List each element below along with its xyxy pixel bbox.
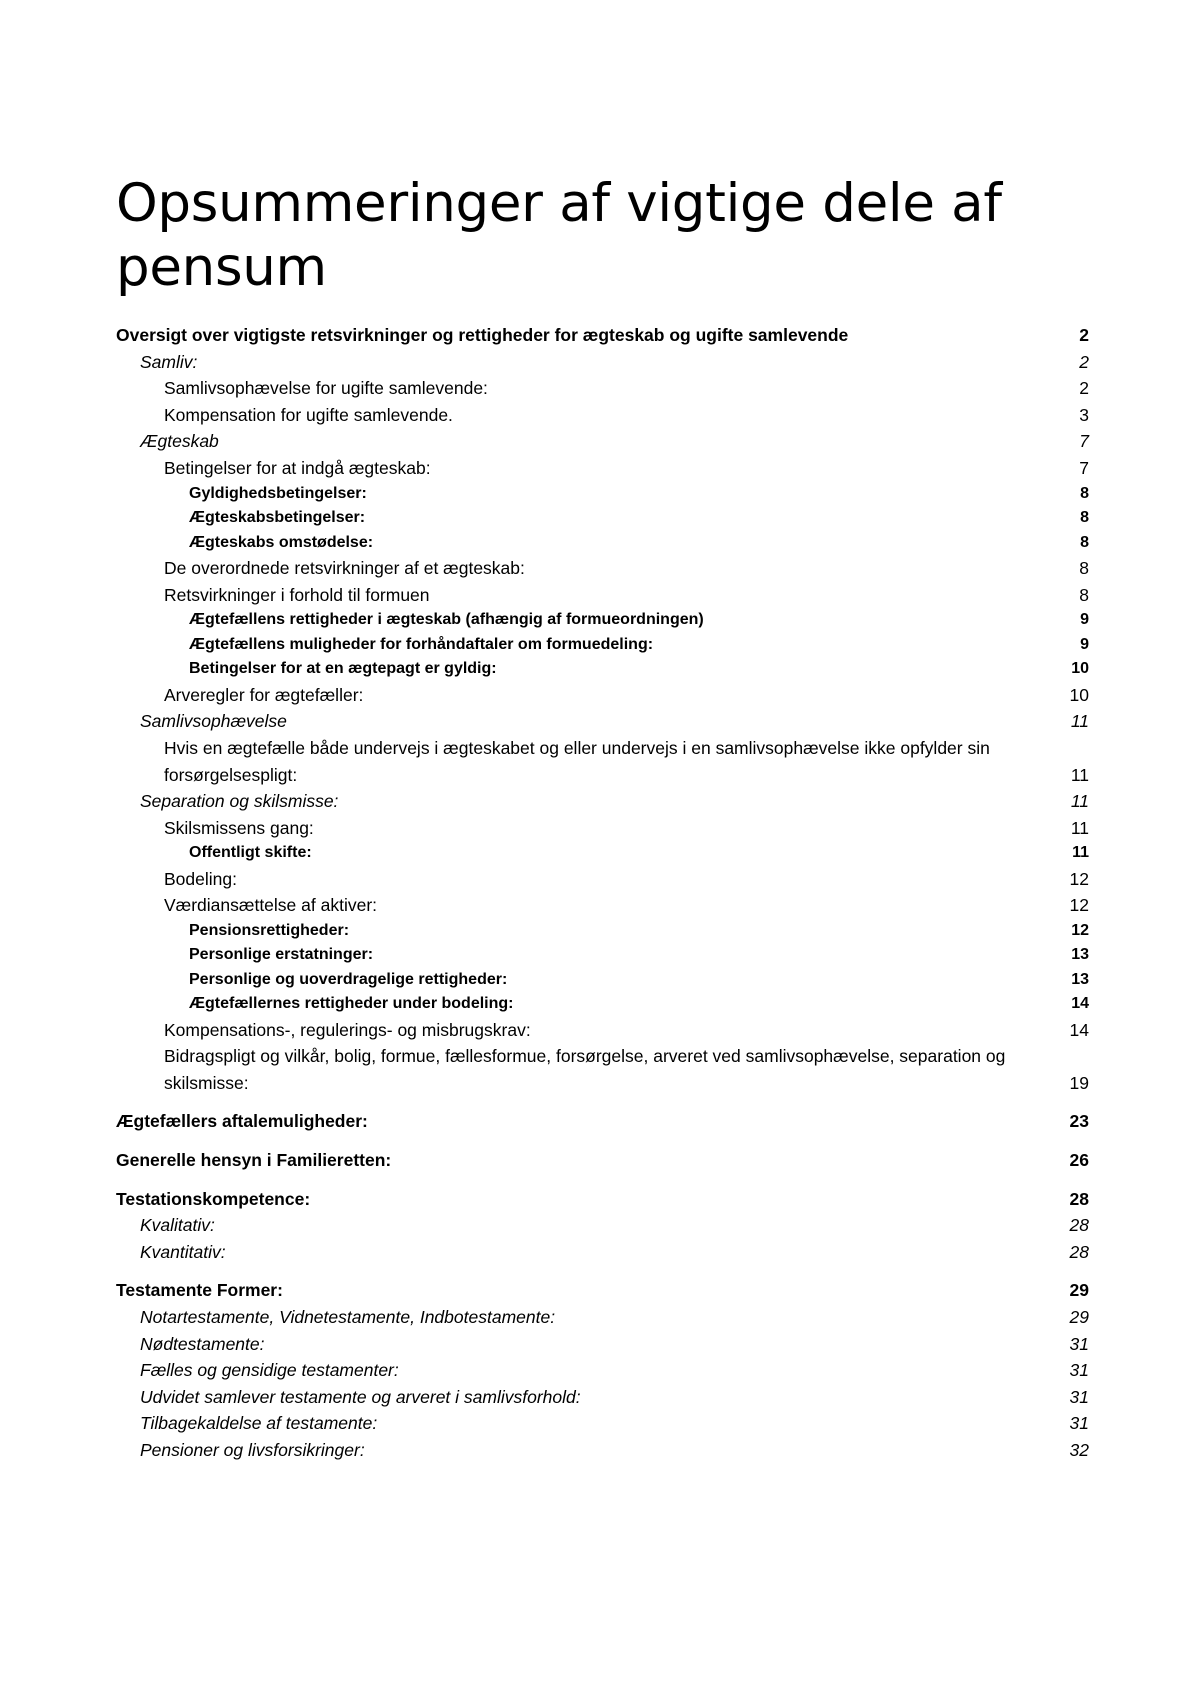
toc-entry[interactable] [116, 349, 1089, 376]
toc-entry-page-number: 8 [1079, 584, 1089, 605]
toc-entry-page-number: 31 [1069, 1413, 1089, 1434]
toc-entry-title: De overordnede retsvirkninger af et ægteskab: [164, 558, 525, 579]
toc-entry[interactable] [116, 708, 1089, 735]
toc-entry[interactable] [116, 455, 1089, 482]
toc-entry-page-number: 8 [1080, 484, 1089, 502]
toc-entry-page-number: 28 [1069, 1188, 1089, 1209]
toc-entry-title: Betingelser for at indgå ægteskab: [164, 457, 431, 478]
toc-entry[interactable] [116, 1239, 1089, 1266]
toc-entry[interactable] [116, 943, 1089, 968]
toc-entry-page-number: 11 [1072, 844, 1089, 862]
toc-entry-title: Pensionsrettigheder: [189, 921, 350, 939]
toc-entry-page-number: 31 [1069, 1386, 1089, 1407]
toc-entry-page-number: 2 [1079, 378, 1089, 399]
toc-entry-page-number: 10 [1069, 684, 1089, 705]
toc-entry-page-number: 32 [1069, 1439, 1089, 1460]
toc-entry-title: Personlige erstatninger: [189, 946, 374, 964]
toc-entry-page-number: 11 [1070, 764, 1089, 785]
toc-entry-title: Nødtestamente: [140, 1333, 265, 1354]
toc-entry-title: Bidragspligt og vilkår, bolig, formue, fællesformue, forsørgelse, arveret ved samlivsophævelse, separation og skilsmisse: [164, 1046, 1006, 1093]
toc-entry-page-number: 3 [1079, 404, 1089, 425]
toc-entry-title: Arveregler for ægtefæller: [164, 684, 364, 705]
toc-entry[interactable] [116, 1108, 1089, 1135]
toc-entry-title: Offentligt skifte: [189, 844, 312, 862]
toc-entry-title: Ægtefællers aftalemuligheder: [116, 1111, 368, 1132]
toc-entry-title: Ægteskabsbetingelser: [189, 509, 366, 527]
toc-entry[interactable] [116, 1357, 1089, 1384]
toc-entry-page-number: 31 [1069, 1333, 1089, 1354]
toc-entry-title: Betingelser for at en ægtepagt er gyldig: [189, 660, 497, 678]
toc-entry-title: Pensioner og livsforsikringer: [140, 1439, 365, 1460]
toc-entry[interactable] [116, 582, 1089, 609]
toc-entry[interactable] [116, 866, 1089, 893]
toc-entry-title: Notartestamente, Vidnetestamente, Indbotestamente: [140, 1306, 556, 1327]
toc-entry-page-number: 9 [1080, 635, 1089, 653]
toc-entry-title: Gyldighedsbetingelser: [189, 484, 367, 502]
toc-entry[interactable] [116, 1147, 1089, 1174]
toc-entry[interactable] [116, 608, 1089, 633]
toc-entry[interactable] [116, 1304, 1089, 1331]
toc-entry-title: Separation og skilsmisse: [140, 790, 339, 811]
toc-entry-page-number: 26 [1069, 1150, 1089, 1170]
toc-entry[interactable] [116, 1043, 1089, 1096]
toc-entry-title: Personlige og uoverdragelige rettigheder: [189, 970, 508, 988]
toc-entry-title: Ægtefællernes rettigheder under bodeling: [189, 995, 514, 1013]
toc-entry-title: Kvalitativ: [140, 1215, 215, 1236]
toc-entry[interactable] [116, 482, 1089, 507]
toc-entry-title: Bodeling: [164, 868, 237, 889]
toc-entry-page-number: 13 [1071, 946, 1089, 964]
toc-entry-title: Ægtefællens rettigheder i ægteskab (afhængig af formueordningen) [189, 611, 704, 629]
toc-entry[interactable] [116, 841, 1089, 866]
toc-entry[interactable] [116, 657, 1089, 682]
toc-entry[interactable] [116, 1437, 1089, 1464]
toc-entry-title: Kompensations-, regulerings- og misbrugskrav: [164, 1019, 531, 1040]
toc-entry-page-number: 12 [1069, 868, 1089, 889]
toc-entry-title: Oversigt over vigtigste retsvirkninger og rettigheder for ægteskab og ugifte samlevende [116, 325, 849, 345]
toc-entry-title: Ægteskabs omstødelse: [189, 533, 374, 551]
toc-entry[interactable] [116, 506, 1089, 531]
toc-entry-title: Værdiansættelse af aktiver: [164, 895, 378, 916]
toc-entry[interactable] [116, 892, 1089, 919]
toc-entry[interactable] [116, 968, 1089, 993]
toc-entry-page-number: 8 [1080, 509, 1089, 527]
toc-entry[interactable] [116, 815, 1089, 842]
toc-entry-page-number: 7 [1079, 457, 1089, 478]
toc-entry-page-number: 13 [1071, 970, 1089, 988]
toc-entry[interactable] [116, 1331, 1089, 1358]
toc-entry[interactable] [116, 555, 1089, 582]
toc-entry-page-number: 9 [1080, 611, 1089, 629]
toc-entry-title: Samlivsophævelse [140, 711, 287, 732]
document-title: Opsummeringer af vigtige dele af pensum [116, 173, 1002, 298]
table-of-contents [116, 322, 1089, 1464]
toc-entry-page-number: 19 [1069, 1073, 1089, 1093]
toc-entry[interactable] [116, 682, 1089, 709]
toc-entry-page-number: 8 [1079, 558, 1089, 579]
toc-entry[interactable] [116, 992, 1089, 1017]
toc-entry[interactable] [116, 1410, 1089, 1437]
toc-entry-page-number: 11 [1070, 817, 1089, 838]
toc-entry-page-number: 2 [1079, 325, 1089, 345]
toc-entry-title: Samliv: [140, 351, 198, 372]
toc-entry[interactable] [116, 1277, 1089, 1304]
toc-entry[interactable] [116, 1384, 1089, 1411]
toc-entry-page-number: 8 [1080, 533, 1089, 551]
toc-entry-page-number: 29 [1069, 1280, 1089, 1301]
toc-entry[interactable] [116, 788, 1089, 815]
toc-entry-page-number: 23 [1069, 1111, 1089, 1132]
toc-entry-title: Ægtefællens muligheder for forhåndaftaler om formuedeling: [189, 635, 654, 653]
toc-entry[interactable] [116, 402, 1089, 429]
toc-entry[interactable] [116, 322, 1089, 349]
toc-entry-page-number: 7 [1079, 431, 1089, 452]
toc-entry-page-number: 12 [1069, 895, 1089, 916]
toc-entry-title: Kvantitativ: [140, 1241, 226, 1262]
toc-entry-page-number: 31 [1069, 1360, 1089, 1381]
toc-entry-page-number: 29 [1069, 1306, 1089, 1327]
toc-entry-title: Hvis en ægtefælle både undervejs i ægteskabet og eller undervejs i en samlivsophævelse ikke opfylder sin forsørgelsespligt: [164, 737, 990, 785]
toc-entry[interactable] [116, 375, 1089, 402]
toc-entry-title: Kompensation for ugifte samlevende. [164, 404, 453, 425]
toc-entry-page-number: 28 [1069, 1215, 1089, 1236]
toc-entry-page-number: 14 [1069, 1019, 1089, 1040]
toc-entry-title: Generelle hensyn i Familieretten: [116, 1150, 392, 1170]
toc-entry-page-number: 11 [1070, 711, 1089, 732]
toc-entry[interactable] [116, 531, 1089, 556]
toc-entry-title: Fælles og gensidige testamenter: [140, 1360, 399, 1381]
toc-entry[interactable] [116, 1017, 1089, 1044]
toc-entry-title: Retsvirkninger i forhold til formuen [164, 584, 430, 605]
toc-entry-title: Samlivsophævelse for ugifte samlevende: [164, 378, 488, 399]
toc-entry[interactable] [116, 633, 1089, 658]
toc-entry[interactable] [116, 735, 1089, 788]
toc-entry[interactable] [116, 1186, 1089, 1213]
toc-entry-page-number: 14 [1071, 995, 1089, 1013]
toc-entry[interactable] [116, 428, 1089, 455]
toc-entry-title: Tilbagekaldelse af testamente: [140, 1413, 378, 1434]
toc-entry-title: Ægteskab [140, 431, 219, 452]
toc-entry[interactable] [116, 1212, 1089, 1239]
toc-entry-title: Udvidet samlever testamente og arveret i samlivsforhold: [140, 1386, 581, 1407]
toc-entry-page-number: 11 [1070, 790, 1089, 811]
toc-entry-page-number: 2 [1079, 351, 1089, 372]
toc-entry-page-number: 10 [1071, 660, 1089, 678]
toc-entry[interactable] [116, 919, 1089, 944]
toc-entry-page-number: 12 [1071, 921, 1089, 939]
toc-entry-title: Testamente Former: [116, 1280, 283, 1301]
toc-entry-title: Testationskompetence: [116, 1188, 311, 1209]
toc-entry-title: Skilsmissens gang: [164, 817, 314, 838]
toc-entry-page-number: 28 [1069, 1241, 1089, 1262]
